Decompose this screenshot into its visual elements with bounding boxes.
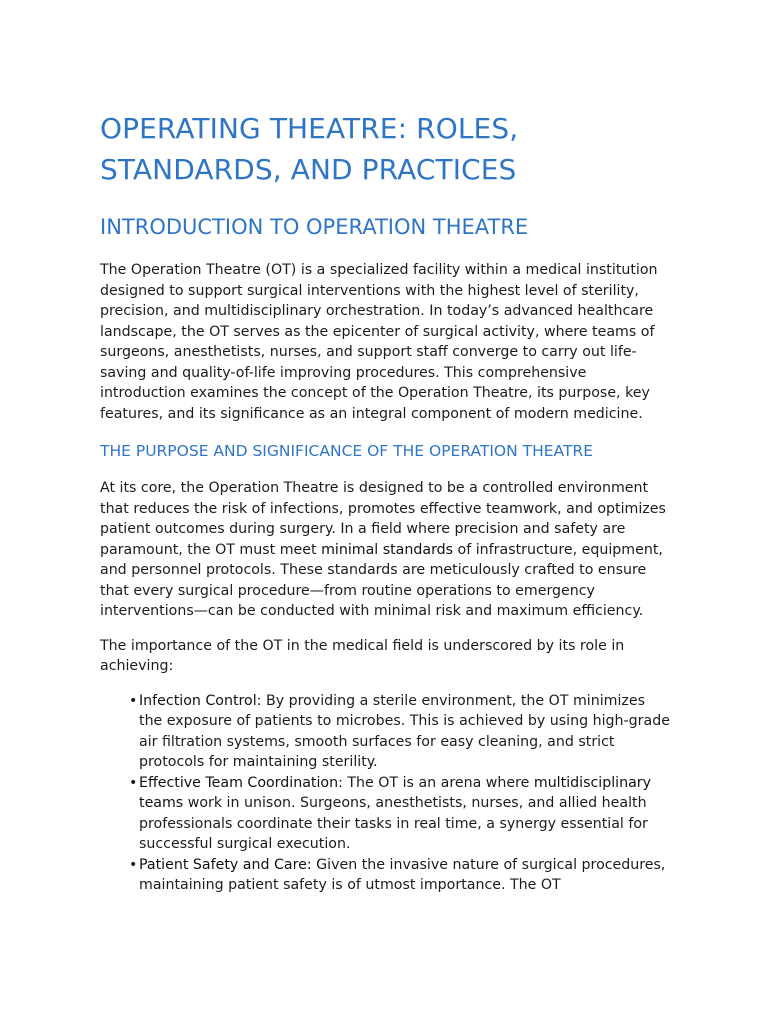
- document-page: [100, 108, 670, 896]
- bullet-icon: •: [129, 692, 138, 709]
- section-heading-introduction: INTRODUCTION TO OPERATION THEATRE: [100, 215, 529, 239]
- list-item-term: Effective Team Coordination:: [139, 774, 343, 791]
- list-item-text-start: The OT is an arena where: [342, 774, 534, 791]
- minimal-standards-term: minimal standards: [321, 541, 454, 558]
- list-item-team-coordination: [129, 773, 670, 855]
- list-item-text-end: work in unison. Surgeons, anesthetists, nurses, and allied health professionals coordinate their tasks in real time, a synergy essential for successful surgical execution.: [139, 795, 648, 852]
- purpose-paragraph-text-start: At its core, the Operation Theatre is designed to be a controlled environment that reduces the risk of infections, promotes effective teamwork, and optimizes patient outcomes during surgery. In a field where precision and safety are paramount, the OT must meet: [100, 480, 666, 558]
- list-item-term: Patient Safety and Care:: [139, 856, 312, 873]
- introduction-paragraph: The Operation Theatre (OT) is a specialized facility within a medical institution designed to support surgical interventions with the highest level of sterility, precision, and multidisciplinary orchestration. In today’s advanced healthcare landscape, the OT serves as the epicenter of surgical activity, where teams of surgeons, anesthetists, nurses, and support staff converge to carry out life-saving and quality-of-life improving procedures. This comprehensive introduction examines the concept of the Operation Theatre, its purpose, key features, and its significance as an integral component of modern medicine.: [100, 262, 658, 422]
- section-heading-purpose: THE PURPOSE AND SIGNIFICANCE OF THE OPERATION THEATRE: [100, 442, 593, 460]
- list-item-text: By providing a sterile environment, the OT minimizes the exposure of patients to microbes. This is achieved by using high-grade air filtration systems, smooth surfaces for easy cleaning, and strict protocols for maintaining sterility.: [139, 692, 670, 770]
- bullet-icon: •: [129, 774, 138, 791]
- list-item-infection-control: [129, 691, 670, 773]
- list-item-text: Given the invasive nature of surgical procedures, maintaining patient safety is of utmost importance. The OT: [139, 856, 666, 893]
- importance-paragraph: The importance of the OT in the medical field is underscored by its role in achieving:: [100, 637, 625, 674]
- document-title: OPERATING THEATRE: ROLES, STANDARDS, AND PRACTICES: [100, 112, 519, 186]
- list-item-patient-safety: [129, 855, 670, 896]
- list-item-term: Infection Control:: [139, 692, 262, 709]
- purpose-paragraph: [100, 478, 670, 622]
- purpose-paragraph-text-end: of infrastructure, equipment, and personnel protocols. These standards are meticulously crafted to ensure that every surgical procedure—from routine operations to emergency interventions—can be conducted with minimal risk and maximum efficiency.: [100, 541, 663, 619]
- bullet-icon: •: [129, 856, 138, 873]
- multidisciplinary-teams-term: multidisciplinary teams: [139, 774, 652, 811]
- importance-list: [100, 691, 670, 896]
